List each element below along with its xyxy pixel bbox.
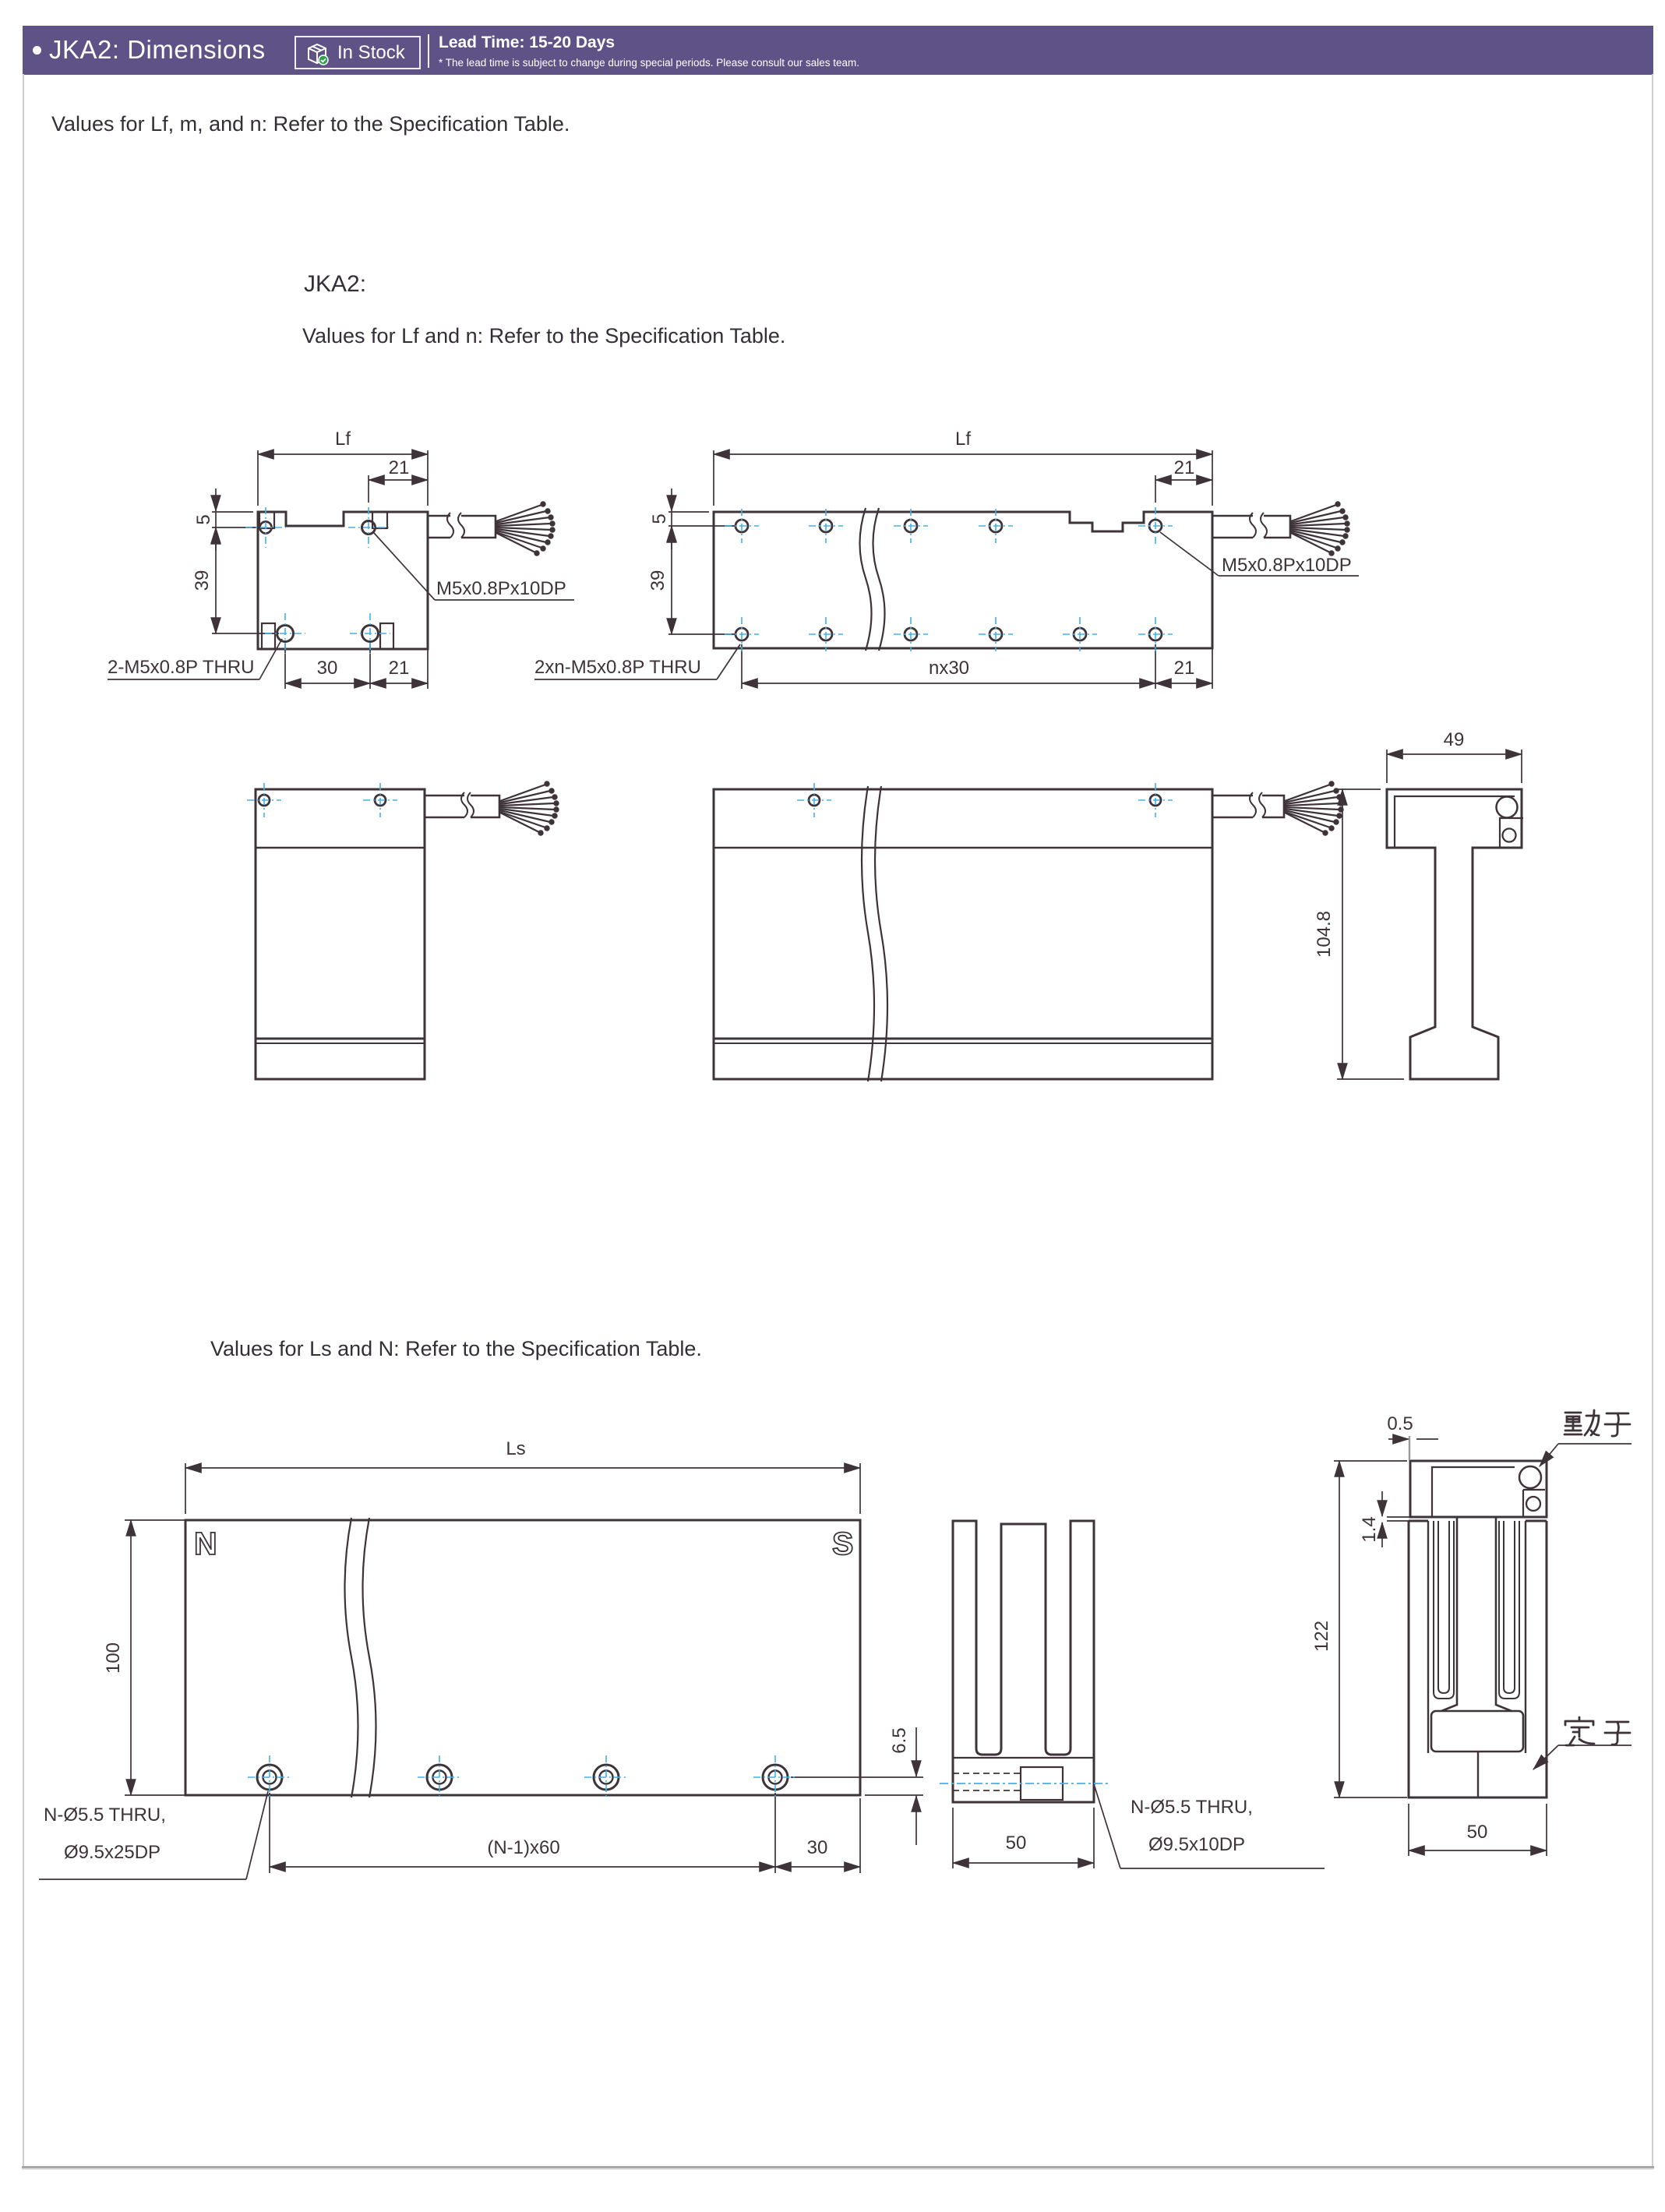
dim-nx30: nx30 <box>928 658 970 679</box>
drawing-assembly-section <box>1334 1436 1631 1856</box>
dim-21-top-long: 21 <box>1173 457 1195 478</box>
dim-100: 100 <box>103 1642 124 1674</box>
dim-n1x60: (N-1)x60 <box>487 1837 560 1858</box>
note-thru-short: 2-M5x0.8P THRU <box>108 657 255 678</box>
note-end-hole-2: Ø9.5x10DP <box>1148 1834 1246 1855</box>
ls-note: Values for Ls and N: Refer to the Specification Table. <box>210 1337 702 1360</box>
page-title: JKA2: Dimensions <box>49 35 266 64</box>
drawing-mover-long-side <box>714 781 1343 1081</box>
dim-1-4: 1.4 <box>1359 1516 1380 1543</box>
dim-21-top-short: 21 <box>388 457 410 478</box>
dim-lf-short: Lf <box>334 429 351 450</box>
note-plan-hole-2: Ø9.5x25DP <box>64 1842 161 1863</box>
lead-time-text: Lead Time: 15-20 Days <box>439 34 616 51</box>
drawing-mover-section <box>1337 750 1523 1079</box>
dim-21-bottom-long: 21 <box>1173 658 1195 679</box>
stator-glyph-icon <box>1563 1716 1631 1748</box>
dim-ls: Ls <box>506 1438 526 1459</box>
dim-6-5: 6.5 <box>889 1727 910 1754</box>
dim-lf-long: Lf <box>954 429 972 450</box>
note-plan-hole-1: N-Ø5.5 THRU, <box>44 1805 166 1826</box>
dim-50-assembly: 50 <box>1466 1822 1488 1843</box>
dim-49: 49 <box>1443 729 1465 750</box>
dim-39-long: 39 <box>647 570 668 591</box>
drawing-mover-short-side <box>247 781 559 1079</box>
drawing-magnet-plan <box>39 1463 923 1879</box>
note-thru-long: 2xn-M5x0.8P THRU <box>534 657 701 678</box>
drawing-mover-short-top <box>108 450 574 689</box>
note-top: Values for Lf, m, and n: Refer to the Specification Table. <box>51 112 570 136</box>
in-stock-label: In Stock <box>337 41 405 63</box>
note-tap-long: M5x0.8Px10DP <box>1222 555 1352 576</box>
mover-glyph-icon <box>1563 1407 1631 1440</box>
dim-122: 122 <box>1311 1620 1332 1653</box>
dim-104-8: 104.8 <box>1314 910 1335 958</box>
pole-n-label: N <box>194 1526 217 1561</box>
dim-5-long: 5 <box>649 513 670 524</box>
dim-30-short: 30 <box>316 658 338 679</box>
jka2-note: Values for Lf and n: Refer to the Specification Table. <box>302 324 786 347</box>
dim-0-5: 0.5 <box>1387 1413 1413 1434</box>
pole-s-label: S <box>832 1526 854 1561</box>
note-tap-short: M5x0.8Px10DP <box>436 578 566 599</box>
dim-5-short: 5 <box>193 514 214 525</box>
dim-21-bottom-short: 21 <box>388 658 410 679</box>
dim-39-short: 39 <box>192 570 213 591</box>
note-end-hole-1: N-Ø5.5 THRU, <box>1131 1797 1253 1818</box>
dim-30-plan: 30 <box>806 1837 828 1858</box>
lead-time-note: * The lead time is subject to change during special periods. Please consult our sales team. <box>439 57 860 69</box>
jka2-heading: JKA2: <box>304 271 367 297</box>
dim-50-end: 50 <box>1005 1833 1027 1854</box>
